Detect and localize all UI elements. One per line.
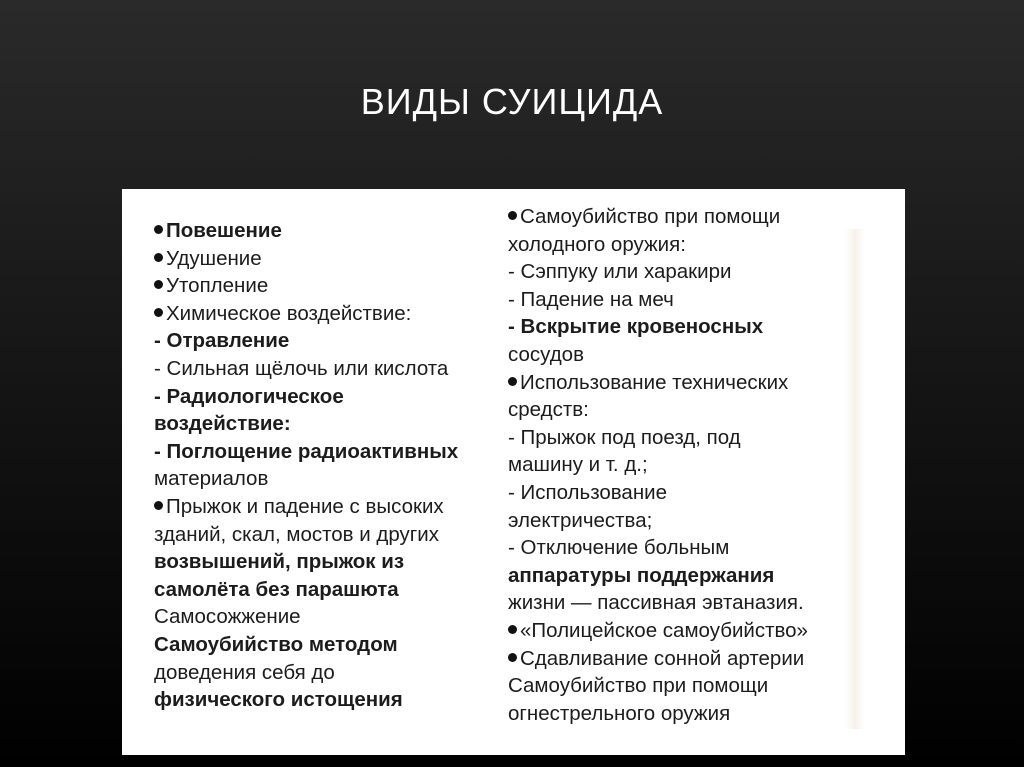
list-line (508, 479, 808, 507)
list-line-text: - Радиологическое (154, 384, 344, 408)
scan-edge-shading (845, 229, 865, 729)
list-line-text: Самоубийство при помощи (508, 674, 769, 698)
list-line (154, 245, 458, 273)
list-line-text: средств: (508, 398, 589, 422)
list-line-text: - Вскрытие кровеносных (508, 315, 764, 339)
list-line (154, 355, 458, 383)
list-line-text: огнестрельного оружия (508, 701, 731, 725)
list-line (154, 327, 458, 355)
bullet-icon (154, 280, 163, 289)
list-line (508, 424, 808, 452)
list-line (154, 383, 458, 411)
list-line-text: сосудов (508, 342, 584, 366)
bullet-icon (154, 308, 163, 317)
list-line (508, 700, 808, 728)
list-line (154, 631, 458, 659)
list-line (508, 645, 808, 673)
list-line (508, 534, 808, 562)
list-line (154, 410, 458, 438)
list-line (154, 686, 458, 714)
list-line-text: доведения себя до (154, 660, 335, 684)
list-line (154, 272, 458, 300)
list-line-text: зданий, скал, мостов и других (154, 522, 439, 546)
bullet-icon (508, 625, 517, 634)
bullet-icon (154, 501, 163, 510)
slide-title: ВИДЫ СУИЦИДА (360, 81, 664, 122)
list-line (508, 258, 808, 286)
list-line-text: Самосожжение (154, 605, 301, 629)
list-line (508, 617, 808, 645)
list-line-text: физического истощения (154, 688, 403, 712)
list-line (154, 493, 458, 521)
bullet-icon (154, 253, 163, 262)
list-line (508, 231, 808, 259)
list-line (508, 341, 808, 369)
bullet-icon (154, 225, 163, 234)
list-line-text: материалов (154, 467, 269, 491)
list-line-text: электричества; (508, 508, 653, 532)
bullet-icon (508, 377, 517, 386)
list-line (508, 313, 808, 341)
list-line-text: - Падение на меч (508, 287, 674, 311)
list-line-text: Прыжок и падение с высоких (166, 494, 444, 518)
list-line-text: Самоубийство методом (154, 632, 398, 656)
list-line-text: Удушение (166, 246, 262, 270)
list-line (154, 576, 458, 604)
content-image (122, 189, 905, 755)
list-line-text: - Использование (508, 480, 668, 504)
list-line-text: самолёта без парашюта (154, 577, 399, 601)
list-line-text: Сдавливание сонной артерии (520, 646, 805, 670)
list-line (508, 369, 808, 397)
list-line (154, 217, 458, 245)
list-line-text: холодного оружия: (508, 232, 686, 256)
bullet-icon (508, 653, 517, 662)
list-line (154, 659, 458, 687)
list-line (154, 300, 458, 328)
left-column (154, 217, 458, 714)
list-line-text: Использование технических (520, 370, 789, 394)
list-line-text: жизни — пассивная эвтаназия. (508, 591, 804, 615)
list-line-text: - Сильная щёлочь или кислота (154, 356, 449, 380)
list-line-text: возвышений, прыжок из (154, 550, 405, 574)
right-column (508, 203, 808, 727)
list-line-text: - Отравление (154, 329, 290, 353)
list-line (508, 396, 808, 424)
list-line-text: «Полицейское самоубийство» (520, 618, 808, 642)
list-line-text: Повешение (166, 219, 282, 242)
list-line (154, 603, 458, 631)
list-line (508, 451, 808, 479)
list-line (154, 548, 458, 576)
list-line-text: - Отключение больным (508, 536, 730, 560)
list-line (508, 507, 808, 535)
bullet-icon (508, 211, 517, 220)
list-line (154, 438, 458, 466)
list-line-text: машину и т. д.; (508, 453, 648, 477)
list-line-text: воздействие: (154, 412, 291, 436)
list-line (508, 203, 808, 231)
list-line (508, 672, 808, 700)
list-line-text: Самоубийство при помощи (520, 205, 781, 228)
list-line-text: - Сэппуку или харакири (508, 260, 732, 284)
list-line-text: - Поглощение радиоактивных (154, 439, 459, 463)
list-line-text: Утопление (166, 274, 269, 298)
list-line (508, 562, 808, 590)
list-line (154, 521, 458, 549)
list-line (154, 465, 458, 493)
list-line (508, 589, 808, 617)
list-line (508, 286, 808, 314)
list-line-text: аппаратуры поддержания (508, 563, 775, 587)
list-line-text: - Прыжок под поезд, под (508, 425, 741, 449)
list-line-text: Химическое воздействие: (166, 301, 412, 325)
